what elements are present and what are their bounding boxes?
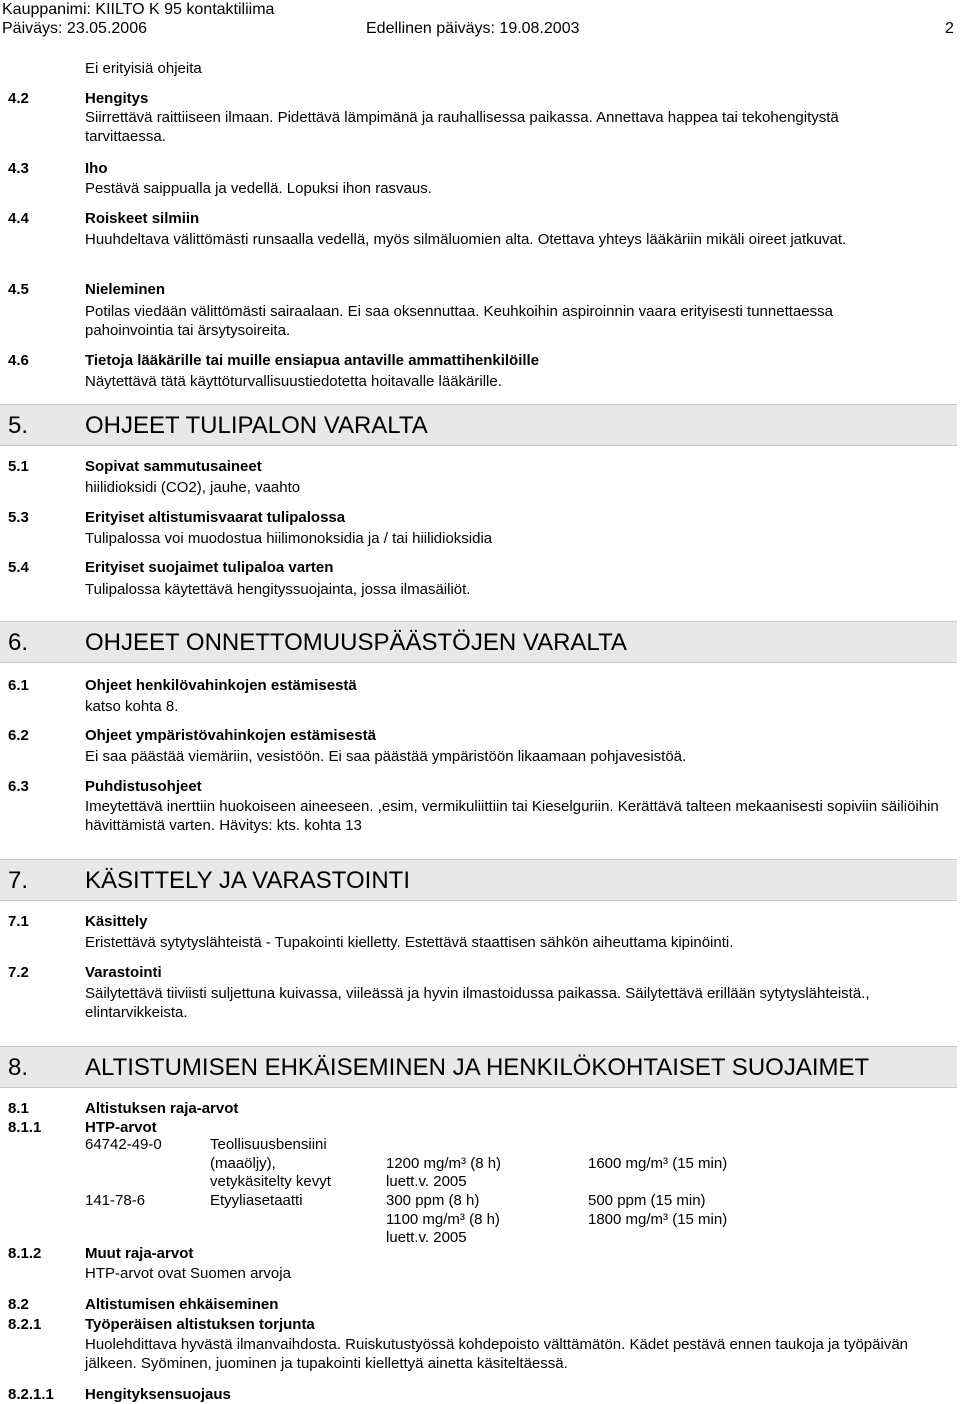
subsection-text: Tulipalossa käytettävä hengityssuojainta, jossa ilmasäiliöt. — [85, 581, 471, 598]
subsection-title: Ohjeet henkilövahinkojen estämisestä — [85, 677, 357, 694]
limit-8h: 300 ppm (8 h) — [386, 1192, 480, 1209]
subsection-text: Imeytettävä inerttiin huokoiseen aineeseen. ,esim, vermikuliittiin tai Kieselguriin. Kerättävä talteen mekaanisesti sopiviin säiliöihin hävittämistä varten. Hävitys: kts. kohta 13 — [85, 798, 939, 834]
section-number: 4.3 — [8, 160, 29, 177]
subsection-text: Pestävä saippualla ja vedellä. Lopuksi ihon rasvaus. — [85, 180, 432, 197]
subsection-text: Potilas viedään välittömästi sairaalaan. Ei saa oksennuttaa. Keuhkoihin aspiroinnin vaara erityisesti tunnettaessa pahoinvointia tai ärsytysoireita. — [85, 303, 833, 339]
section-number: 8.1 — [8, 1100, 29, 1117]
section-number: 5. — [8, 412, 29, 439]
subsection-text: Säilytettävä tiiviisti suljettuna kuivassa, viileässä ja hyvin ilmastoidussa paikassa. Säilytettävä erillään sytytyslähteistä., elintarvikkeista. — [85, 985, 870, 1021]
product-name: Kauppanimi: KIILTO K 95 kontaktiliima — [2, 1, 275, 18]
section-7-heading — [0, 859, 957, 901]
subsection-title: Muut raja-arvot — [85, 1245, 194, 1262]
subsection-text: Näytettävä tätä käyttöturvallisuustiedotetta hoitavalle lääkärille. — [85, 373, 502, 390]
section-number: 5.1 — [8, 458, 29, 475]
subsection-title: Hengitys — [85, 90, 149, 107]
subsection-title: Hengityksensuojaus — [85, 1386, 231, 1403]
section-number: 8.1.1 — [8, 1119, 42, 1136]
section-number: 6. — [8, 629, 29, 656]
subsection-title: Erityiset suojaimet tulipaloa varten — [85, 559, 334, 576]
limit-note: luett.v. 2005 — [386, 1173, 467, 1190]
subsection-text: hiilidioksidi (CO2), jauhe, vaahto — [85, 479, 301, 496]
cas-number: 64742-49-0 — [85, 1136, 162, 1153]
section-4-intro: Ei erityisiä ohjeita — [85, 60, 202, 77]
subsection-title: Nieleminen — [85, 281, 166, 298]
substance-name: Teollisuusbensiini — [210, 1136, 327, 1153]
subsection-text: Siirrettävä raittiiseen ilmaan. Pidettävä lämpimänä ja rauhallisessa paikassa. Annettava happea tai tekohengitystä tarvittaessa. — [85, 109, 839, 145]
subsection-title: Altistumisen ehkäiseminen — [85, 1296, 279, 1313]
section-6-heading — [0, 621, 957, 663]
limit-15min: 1800 mg/m³ (15 min) — [588, 1211, 728, 1228]
subsection-title: Puhdistusohjeet — [85, 778, 202, 795]
cas-number: 141-78-6 — [85, 1192, 146, 1209]
section-title: OHJEET TULIPALON VARALTA — [85, 412, 428, 439]
subsection-title: Erityiset altistumisvaarat tulipalossa — [85, 509, 346, 526]
subsection-text: Huuhdeltava välittömästi runsaalla vedellä, myös silmäluomien alta. Otettava yhteys lääkäriin mikäli oireet jatkuvat. — [85, 231, 847, 248]
section-number: 7.1 — [8, 913, 29, 930]
subsection-text: Eristettävä sytytyslähteistä - Tupakointi kielletty. Estettävä staattisen sähkön aiheuttama kipinöinti. — [85, 934, 734, 951]
previous-date: Edellinen päiväys: 19.08.2003 — [366, 20, 580, 37]
subsection-title: Tietoja lääkärille tai muille ensiapua antaville ammattihenkilöille — [85, 352, 540, 369]
subsection-text: Tulipalossa voi muodostua hiilimonoksidia ja / tai hiilidioksidia — [85, 530, 493, 547]
section-number: 8.2 — [8, 1296, 29, 1313]
section-number: 6.2 — [8, 727, 29, 744]
subsection-title: Ohjeet ympäristövahinkojen estämisestä — [85, 727, 376, 744]
page-number: 2 — [945, 20, 954, 37]
section-number: 8.2.1 — [8, 1316, 42, 1333]
subsection-title: Työperäisen altistuksen torjunta — [85, 1316, 315, 1333]
subsection-title: Roiskeet silmiin — [85, 210, 200, 227]
limit-note: luett.v. 2005 — [386, 1229, 467, 1246]
section-number: 5.3 — [8, 509, 29, 526]
section-number: 6.3 — [8, 778, 29, 795]
section-title: OHJEET ONNETTOMUUSPÄÄSTÖJEN VARALTA — [85, 629, 627, 656]
section-number: 8.1.2 — [8, 1245, 42, 1262]
section-number: 7. — [8, 867, 29, 894]
substance-name: vetykäsitelty kevyt — [210, 1173, 331, 1190]
subsection-title: Iho — [85, 160, 108, 177]
substance-name: Etyyliasetaatti — [210, 1192, 303, 1209]
subsection-title: Altistuksen raja-arvot — [85, 1100, 239, 1117]
limit-15min: 1600 mg/m³ (15 min) — [588, 1155, 728, 1172]
subsection-text: katso kohta 8. — [85, 698, 179, 715]
section-title: KÄSITTELY JA VARASTOINTI — [85, 867, 410, 894]
section-8-heading — [0, 1046, 957, 1088]
subsection-title: HTP-arvot — [85, 1119, 157, 1136]
subsection-text: HTP-arvot ovat Suomen arvoja — [85, 1265, 291, 1282]
subsection-title: Käsittely — [85, 913, 148, 930]
limit-8h: 1200 mg/m³ (8 h) — [386, 1155, 502, 1172]
subsection-title: Varastointi — [85, 964, 162, 981]
section-number: 6.1 — [8, 677, 29, 694]
section-title: ALTISTUMISEN EHKÄISEMINEN JA HENKILÖKOHTAISET SUOJAIMET — [85, 1054, 870, 1081]
subsection-text: Ei saa päästää viemäriin, vesistöön. Ei saa päästää ympäristöön likaamaan pohjavesistöä. — [85, 748, 687, 765]
section-number: 4.6 — [8, 352, 29, 369]
section-number: 8.2.1.1 — [8, 1386, 54, 1403]
section-number: 8. — [8, 1054, 29, 1081]
section-number: 4.2 — [8, 90, 29, 107]
section-number: 4.4 — [8, 210, 29, 227]
section-number: 4.5 — [8, 281, 29, 298]
section-5-heading — [0, 404, 957, 446]
substance-name: (maaöljy), — [210, 1155, 276, 1172]
limit-8h: 1100 mg/m³ (8 h) — [386, 1211, 500, 1228]
limit-15min: 500 ppm (15 min) — [588, 1192, 706, 1209]
document-date: Päiväys: 23.05.2006 — [2, 20, 147, 37]
subsection-title: Sopivat sammutusaineet — [85, 458, 262, 475]
section-number: 5.4 — [8, 559, 29, 576]
section-number: 7.2 — [8, 964, 29, 981]
subsection-text: Huolehdittava hyvästä ilmanvaihdosta. Ruiskutustyössä kohdepoisto välttämätön. Kädet pestävä ennen taukoja ja työpäivän jälkeen. Syöminen, juominen ja tupakointi kiellettyä ainetta käsiteltäessä. — [85, 1336, 909, 1372]
